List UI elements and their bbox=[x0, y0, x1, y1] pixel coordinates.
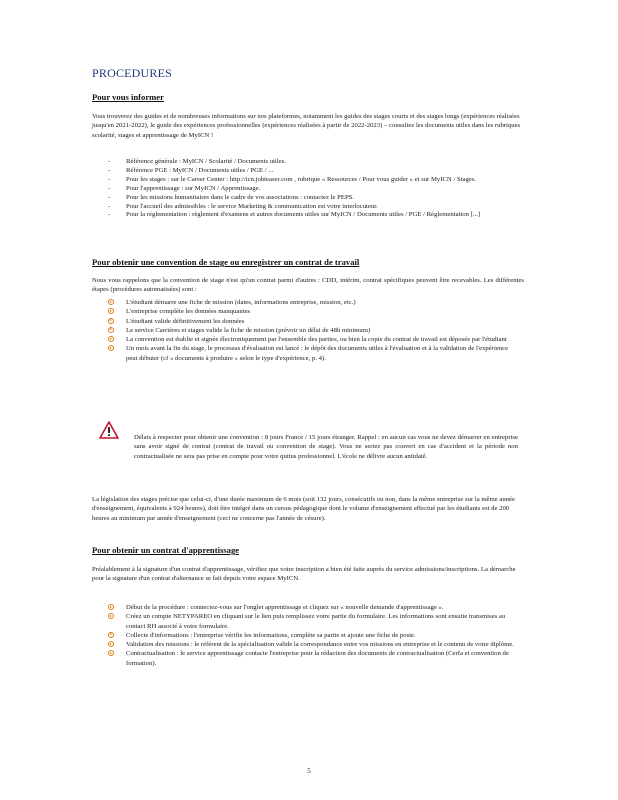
apprentissage-step: Validation des missions : le référent de la spécialisation valide la correspondance entre vos missions en entreprise et le contenu de votre diplôme. bbox=[108, 640, 518, 649]
arrow-bullet-icon bbox=[108, 650, 114, 656]
arrow-bullet-icon bbox=[108, 613, 114, 619]
apprentissage-steps bbox=[108, 603, 518, 668]
apprentissage-step: Début de la procédure : connectez-vous sur l'onglet apprentissage et cliquez sur « nouvelle demande d'apprentissage ». bbox=[108, 603, 518, 612]
stage-step: L'étudiant démarre une fiche de mission (dates, informations entreprise, mission, etc.) bbox=[108, 298, 518, 307]
info-intro: Vous trouverez des guides et de nombreuses informations sur nos plateformes, notamment les guides des stages courts et des stages longs (expériences réalisées jusqu'en 2021-2022), le guide des expériences professionnelles (expériences réalisées à partir de 2022-2023) – consultez les documents utiles dans les rubriques scolarité, stages et apprentissage de MyICN ! bbox=[92, 113, 521, 139]
stage-intro: Nous vous rappelons que la convention de stage n'est qu'un contrat parmi d'autres : CDD, intérim, contrat spécifiques peuvent être recevables. Les différentes étapes (procédures automatisées) sont : bbox=[92, 277, 524, 294]
info-item: - Référence PGE : MyICN / Documents utiles / PGE / ... bbox=[108, 167, 500, 176]
heading-apprentissage: Pour obtenir un contrat d'apprentissage bbox=[92, 545, 240, 555]
stage-step: L'étudiant valide définitivement les données bbox=[108, 317, 518, 326]
heading-stage: Pour obtenir une convention de stage ou enregistrer un contrat de travail bbox=[92, 257, 360, 267]
heading-info: Pour vous informer bbox=[92, 92, 164, 102]
page-number: 5 bbox=[307, 767, 311, 775]
arrow-bullet-icon bbox=[108, 641, 114, 647]
legislation-text: La législation des stages précise que celui-ci, d'une durée maximum de 6 mois (soit 132 jours, consécutifs ou non, dans la même entreprise sur la même année d'enseignement, équivalents à 924 heures), doit être intégré dans un cursus pédagogique dont le volume d'enseignement effectué par les étudiants est de 200 heures au minimum par année d'enseignement (ceci ne concerne pas l'année de césure). bbox=[92, 496, 515, 522]
page-title: PROCEDURES bbox=[92, 66, 173, 80]
arrow-bullet-icon bbox=[108, 299, 114, 305]
apprentissage-intro: Préalablement à la signature d'un contrat d'apprentissage, vérifiez que votre inscription a bien été faite auprès du service admissions/inscriptions. La démarche pour la signature d'un contrat d'alternance se fait depuis votre espace MyICN. bbox=[92, 566, 516, 583]
warning-icon bbox=[99, 421, 119, 439]
stage-step: Le service Carrières et stages valide la fiche de mission (prévoir un délai de 48h minimum) bbox=[108, 326, 518, 335]
info-item: - Pour l'apprentissage : sur MyICN / Apprentissage. bbox=[108, 185, 500, 194]
info-item: - Pour les missions humanitaires dans le cadre de vos associations : contactez le PEPS. bbox=[108, 194, 500, 203]
info-item: - Référence générale : MyICN / Scolarité / Documents utiles. bbox=[108, 158, 500, 167]
info-item: - Pour les stages : sur le Career Center : http://icn.jobteaser.com , rubrique « Ressources / Pour vous guider » et sur MyICN / Stages. bbox=[108, 176, 500, 185]
stage-step: Un mois avant la fin du stage, le processus d'évaluation est lancé : le dépôt des documents utiles à l'évaluation et à la validation de l'expérience peut débuter (cf « documents à produire » selon le type d'expérience, p. 4). bbox=[108, 344, 518, 363]
arrow-bullet-icon bbox=[108, 604, 114, 610]
apprentissage-step: Contractualisation : le service apprentissage contacte l'entreprise pour la rédaction des documents de contractualisation (Cerfa et convention de formation). bbox=[108, 649, 518, 668]
info-list bbox=[108, 158, 500, 220]
arrow-bullet-icon bbox=[108, 632, 114, 638]
stage-step: La convention est établie et signée électroniquement par l'ensemble des parties, ou bien la copie du contrat de travail est déposée par l'étudiant bbox=[108, 335, 518, 344]
apprentissage-step: Créez un compte NETYPAREO en cliquant sur le lien puis remplissez votre partie du formulaire. Les informations sont ensuite transmises au contact RH associé à votre formulaire. bbox=[108, 612, 518, 631]
info-item: - Pour la réglementation : règlement d'examens et autres documents utiles sur MyICN / Documents utiles / PGE / Réglementation [...] bbox=[108, 211, 500, 220]
stage-steps bbox=[108, 298, 518, 363]
info-item: - Pour l'accueil des admissibles : le service Marketing & communication est votre interlocuteur. bbox=[108, 203, 500, 212]
arrow-bullet-icon bbox=[108, 308, 114, 314]
apprentissage-step: Collecte d'informations : l'entreprise vérifie les informations, complète sa partie et ajoute une fiche de poste. bbox=[108, 631, 518, 640]
arrow-bullet-icon bbox=[108, 336, 114, 342]
stage-step: L'entreprise complète les données manquantes bbox=[108, 307, 518, 316]
arrow-bullet-icon bbox=[108, 318, 114, 324]
arrow-bullet-icon bbox=[108, 327, 114, 333]
warning-text: Délais à respecter pour obtenir une convention : 8 jours France / 15 jours étranger. Rappel : en aucun cas vous ne devez démarrer en entreprise sans avoir signé de contrat (contrat de travail ou convention de stage). Vous ne seriez pas couvert en cas d'accident et la période non contractualisée ne sera pas prise en compte pour votre quitus professionnel. L'école ne délivre aucun antidaté. bbox=[134, 434, 518, 460]
arrow-bullet-icon bbox=[108, 345, 114, 351]
